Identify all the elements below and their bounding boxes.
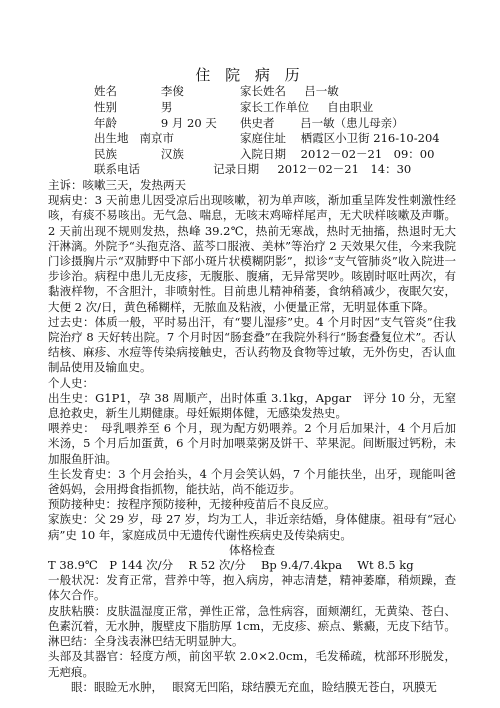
development-history: 生长发育史：3 个月会抬头，4 个月会笑认妈，7 个月能扶坐，出牙，现能叫爸爸妈妈，会用拇食指抓物，能扶站，尚不能迈步。 [48,466,456,497]
guardian-name: 吕一敏 [304,84,339,98]
age-row [94,116,217,131]
ethnicity-row [94,147,184,162]
head-organs: 头部及其器官：轻度方颅，前囟平软 2.0×2.0cm，毛发稀疏，枕部环形脱发，无疤痕。 [48,649,456,679]
home-address: 栖霞区小卫街 216-10-204 [300,131,440,145]
birthplace-label: 出生地 [94,131,129,145]
record-label: 记录日期 [213,162,260,176]
workplace-row [240,100,373,115]
historian-label: 供史者 [240,116,275,130]
past-history: 过去史：体质一般，平时易出汗，有“婴儿湿疹”史。4 个月时因“支气管炎”住我院治疗 8 天好转出院。7 个月时因“肠套叠”在我院外科行“肠套叠复位术”。否认结核、麻疹、水痘等传染病接触史，否认药物及食物等过敏，无外伤史，否认血制品使用及输血史。 [48,314,456,375]
patient-sex: 男 [160,100,173,114]
exam-title: 体格检查 [229,542,275,557]
eye-exam: 眼：眼睑无水肿， 眼窝无凹陷，球结膜无充血，睑结膜无苍白，巩膜无 [48,679,437,694]
sex-label: 性别 [94,100,117,114]
record-date: 2012－02－21 14：30 [277,162,412,176]
admit-row [240,147,434,162]
patient-ethnicity: 汉族 [160,147,184,161]
birth-history: 出生史：G1P1，孕 38 周顺产，出时体重 3.1kg，Apgar 评分 10 分，无窒息抢救史，新生儿期健康。母妊娠期体健，无感染发热史。 [48,390,456,421]
personal-history-heading: 个人史： [48,375,94,390]
skin-mucosa: 皮肤粘膜：皮肤温湿度正常，弹性正常，急性病容，面颊潮红，无黄染、苍白、色素沉着，无水肿，腹壁皮下脂肪厚 1cm，无皮疹、瘀点、紫癜，无皮下结节。 [48,603,456,633]
guardian-workplace: 自由职业 [327,100,374,114]
vital-signs: T 38.9℃ P 144 次/分 R 52 次/分 Bp 9.4/7.4kpa Wt 8.5 kg [48,558,414,573]
vaccination-history: 预防接种史：按程序预防接种，无接种疫苗后不良反应。 [48,497,336,512]
sex-row [94,100,172,115]
chief-complaint: 主诉：咳嗽三天，发热两天 [48,178,186,192]
page-title: 住 院 病 历 [195,66,305,84]
patient-birthplace: 南京市 [139,131,174,145]
workplace-label: 家长工作单位 [240,100,309,114]
name-label: 姓名 [94,84,117,98]
address-row [240,131,440,146]
feeding-history: 喂养史： 母乳喂养至 6 个月，现为配方奶喂养。2 个月后加果汁，4 个月后加米汤，5 个月后加蛋黄，6 个月时加喂菜粥及饼干、苹果泥。间断服过钙粉，未加服鱼肝油。 [48,421,456,466]
record-body [48,178,456,695]
general-condition: 一般状况：发育正常，营养中等，抱入病房，神志清楚，精神萎靡，稍烦躁，查体欠合作。 [48,573,456,603]
ethnicity-label: 民族 [94,147,117,161]
family-history: 家族史：父 29 岁，母 27 岁，均为工人，非近亲结婚，身体健康。祖母有“冠心病”史 10 年，家庭成员中无遗传代谢性疾病史及传染病史。 [48,512,456,542]
guardian-label: 家长姓名 [240,84,286,98]
admit-date: 2012－02－21 09：00 [300,147,435,161]
guardian-row [240,84,339,99]
patient-age: 9 月 20 天 [160,116,217,130]
patient-name: 李俊 [160,84,184,98]
age-label: 年龄 [94,116,117,130]
admit-label: 入院日期 [240,147,286,161]
lymph-nodes: 淋巴结：全身浅表淋巴结无明显肿大。 [48,634,244,649]
phone-record-row [94,162,411,177]
birthplace-row [94,131,174,146]
historian-row [240,116,404,131]
present-illness: 现病史：3 天前患儿因受凉后出现咳嗽，初为单声咳，渐加重呈阵发性刺激性经咳，有痰不易咳出。无气急、喘息，无咳末鸡啼样尾声，无犬吠样咳嗽及声嘶。2 天前出现不规则发热，热峰 39.2℃，热前无寒战，热时无抽搐，热退时无大汗淋漓。外院予“头孢克洛、蓝芩口服液、美林”等治疗 2 天效果欠佳，今来我院门诊摄胸片示“双肺野中下部小斑片状模糊阴影”，拟诊“支气管肺炎”收入院进一步诊治。病程中患儿无皮疹，无腹胀、腹痛，无异常哭吵。咳剧时呕吐两次，有黏液样物，不含胆汁，非喷射性。目前患儿精神稍萎，食纳稍减少，夜眠欠安，大便 2 次/日，黄色稀糊样，无脓血及粘液，小便量正常，无明显体重下降。 [48,193,456,314]
phone-label: 联系电话 [94,162,140,176]
address-label: 家庭住址 [240,131,286,145]
historian-name: 吕一敏（患儿母亲） [300,116,404,130]
name-row [94,84,184,99]
